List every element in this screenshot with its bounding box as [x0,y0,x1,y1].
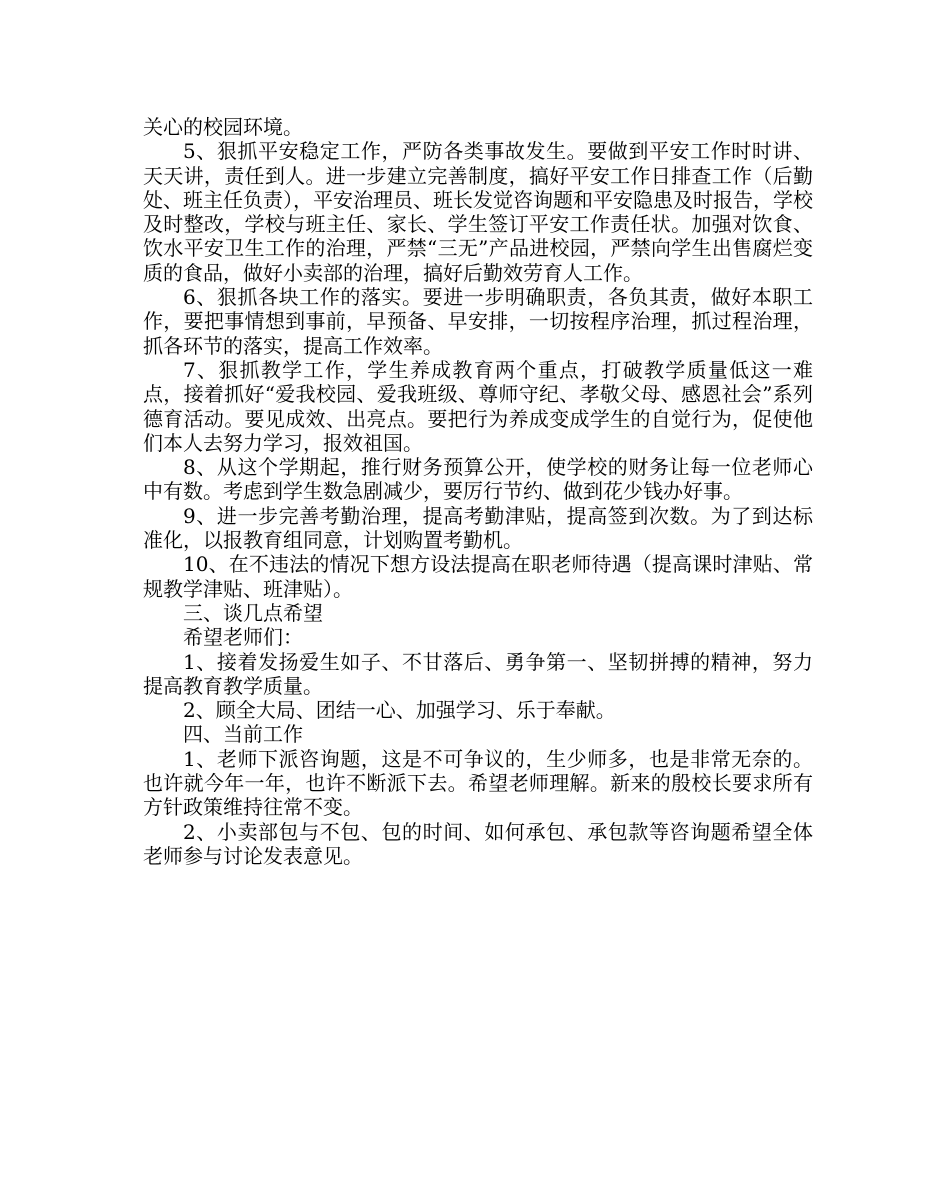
paragraph-continuation: 关心的校园环境。 [143,115,303,139]
paragraph-item-6-implementation: 6、狠抓各块工作的落实。要进一步明确职责，各负其责，做好本职工作，要把事情想到事前，早预备、早安排，一切按程序治理，抓过程治理，抓各环节的落实，提高工作效率。 [143,285,813,358]
paragraph-hope-1: 1、接着发扬爱生如子、不甘落后、勇争第一、坚韧拼搏的精神，努力提高教育教学质量。 [143,649,813,698]
paragraph-item-5-safety: 5、狠抓平安稳定工作，严防各类事故发生。要做到平安工作时时讲、天天讲，责任到人。进一步建立完善制度，搞好平安工作日排查工作（后勤处、班主任负责），平安治理员、班长发觉咨询题和平安隐患及时报告，学校及时整改，学校与班主任、家长、学生签订平安工作责任状。加强对饮食、饮水平安卫生工作的治理，严禁“三无”产品进校园，严禁向学生出售腐烂变质的食品，做好小卖部的治理，搞好后勤效劳育人工作。 [143,139,813,285]
paragraph-current-work-1: 1、老师下派咨询题，这是不可争议的，生少师多，也是非常无奈的。也许就今年一年，也许不断派下去。希望老师理解。新来的殷校长要求所有方针政策维持往常不变。 [143,746,813,820]
paragraph-current-work-2: 2、小卖部包与不包、包的时间、如何承包、承包款等咨询题希望全体老师参与讨论发表意见。 [143,819,813,868]
paragraph-item-9-attendance: 9、进一步完善考勤治理，提高考勤津贴，提高签到次数。为了到达标准化，以报教育组同意，计划购置考勤机。 [143,503,813,553]
document-body [143,115,813,868]
section-heading-current-work: 四、当前工作 [183,722,303,747]
section-heading-hopes: 三、谈几点希望 [183,600,323,625]
paragraph-item-10-salary: 10、在不违法的情况下想方设法提高在职老师待遇（提高课时津贴、常规教学津贴、班津贴）。 [143,552,813,601]
paragraph-hope-2: 2、顾全大局、团结一心、加强学习、乐于奉献。 [183,698,616,723]
paragraph-hopes-intro: 希望老师们： [183,625,303,650]
paragraph-item-7-teaching: 7、狠抓教学工作，学生养成教育两个重点，打破教学质量低这一难点，接着抓好“爱我校园、爱我班级、尊师守纪、孝敬父母、感恩社会”系列德育活动。要见成效、出亮点。要把行为养成变成学生的自觉行为，促使他们本人去努力学习，报效祖国。 [143,357,813,455]
paragraph-item-8-finance: 8、从这个学期起，推行财务预算公开，使学校的财务让每一位老师心中有数。考虑到学生数急剧减少，要厉行节约、做到花少钱办好事。 [143,455,813,504]
